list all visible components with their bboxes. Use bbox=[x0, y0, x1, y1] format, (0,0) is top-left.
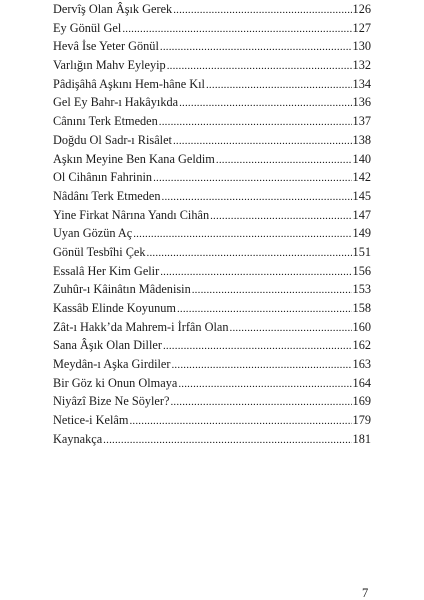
toc-entry-page: 132 bbox=[352, 58, 371, 73]
toc-dot-leader bbox=[177, 300, 352, 318]
toc-dot-leader bbox=[230, 319, 352, 337]
toc-entry bbox=[53, 112, 371, 131]
toc-entry-title: Zuhûr-ı Kâinâtın Mâdenisin bbox=[53, 282, 191, 297]
toc-entry bbox=[53, 262, 371, 281]
toc-dot-leader bbox=[103, 431, 351, 449]
page-number: 7 bbox=[362, 586, 369, 600]
toc-entry-page: 179 bbox=[352, 413, 371, 428]
toc-entry bbox=[53, 318, 371, 337]
toc-entry-title: Bir Göz ki Onun Olmaya bbox=[53, 375, 178, 390]
toc-dot-leader bbox=[160, 263, 351, 281]
toc-entry-page: 169 bbox=[352, 394, 371, 409]
toc-entry-title: Dervîş Olan Âşık Gerek bbox=[53, 2, 173, 16]
toc-entry-page: 162 bbox=[352, 338, 371, 353]
toc-entry-page: 140 bbox=[352, 151, 371, 166]
toc-dot-leader bbox=[162, 188, 352, 206]
toc-entry bbox=[53, 19, 371, 38]
toc-entry-title: Pâdişâhâ Aşkını Hem-hâne Kıl bbox=[53, 76, 205, 91]
toc-entry-title: Gönül Tesbîhi Çek bbox=[53, 244, 146, 259]
toc-dot-leader bbox=[153, 169, 351, 187]
toc-dot-leader bbox=[173, 1, 351, 19]
toc-dot-leader bbox=[170, 393, 351, 411]
toc-entry-page: 137 bbox=[352, 114, 371, 129]
toc-entry-title: Meydân-ı Aşka Girdiler bbox=[53, 357, 171, 372]
toc-entry-title: Hevâ İse Yeter Gönül bbox=[53, 39, 159, 54]
toc-entry bbox=[53, 75, 371, 94]
toc-entry-title: Ey Gönül Gel bbox=[53, 20, 122, 35]
toc-entry-page: 164 bbox=[352, 375, 371, 390]
toc-entry bbox=[53, 93, 371, 112]
toc-dot-leader bbox=[216, 151, 352, 169]
toc-entry-title: Cânını Terk Etmeden bbox=[53, 114, 158, 129]
toc-entry-page: 134 bbox=[352, 76, 371, 91]
toc-dot-leader bbox=[129, 412, 351, 430]
toc-entry-page: 130 bbox=[352, 39, 371, 54]
toc-entry-page: 156 bbox=[352, 263, 371, 278]
toc-dot-leader bbox=[163, 337, 352, 355]
toc-dot-leader bbox=[192, 281, 352, 299]
toc-entry bbox=[53, 187, 371, 206]
toc-entry-page: 147 bbox=[352, 207, 371, 222]
toc-entry-title: Essalâ Her Kim Gelir bbox=[53, 263, 160, 278]
toc-entry-page: 151 bbox=[352, 244, 371, 259]
toc-entry-page: 163 bbox=[352, 357, 371, 372]
toc-entry-title: Nâdânı Terk Etmeden bbox=[53, 188, 161, 203]
toc-entry bbox=[53, 355, 371, 374]
toc-entry-title: Niyâzî Bize Ne Söyler? bbox=[53, 394, 170, 409]
toc-entry-title: Ol Cihânın Fahrinin bbox=[53, 170, 153, 185]
toc-entry-title: Yine Firkat Nârına Yandı Cihân bbox=[53, 207, 210, 222]
toc-entry bbox=[53, 392, 371, 411]
toc-entry-page: 127 bbox=[352, 20, 371, 35]
toc-entry bbox=[53, 206, 371, 225]
toc-dot-leader bbox=[167, 57, 352, 75]
toc-entry-title: Doğdu Ol Sadr-ı Risâlet bbox=[53, 132, 172, 147]
toc-entry-page: 181 bbox=[352, 431, 371, 446]
toc-entry bbox=[53, 411, 371, 430]
toc-dot-leader bbox=[206, 76, 352, 94]
toc-entry-page: 153 bbox=[352, 282, 371, 297]
toc-entry-page: 142 bbox=[352, 170, 371, 185]
toc-entry-title: Varlığın Mahv Eyleyip bbox=[53, 58, 166, 73]
toc-entry bbox=[53, 224, 371, 243]
toc-entry-page: 160 bbox=[352, 319, 371, 334]
toc-entry-page: 136 bbox=[352, 95, 371, 110]
toc-entry-title: Aşkın Meyine Ben Kana Geldim bbox=[53, 151, 215, 166]
toc-dot-leader bbox=[171, 356, 351, 374]
toc-entry bbox=[53, 243, 371, 262]
toc-entry bbox=[53, 280, 371, 299]
toc-entry-page: 158 bbox=[352, 301, 371, 315]
toc-entry bbox=[53, 168, 371, 187]
toc-dot-leader bbox=[159, 113, 352, 131]
toc-entry-title: Gel Ey Bahr-ı Hakâyıkda bbox=[53, 95, 179, 110]
toc-entry bbox=[53, 374, 371, 393]
toc-dot-leader bbox=[210, 207, 351, 225]
toc-entry bbox=[53, 131, 371, 150]
toc-dot-leader bbox=[178, 375, 351, 393]
toc-entry bbox=[53, 56, 371, 75]
toc-entry bbox=[53, 299, 371, 318]
toc-entry bbox=[53, 37, 371, 56]
toc-entry-title: Netice-i Kelâm bbox=[53, 413, 129, 428]
toc-dot-leader bbox=[133, 225, 351, 243]
toc-dot-leader bbox=[147, 244, 352, 262]
toc-entry bbox=[53, 430, 371, 449]
toc-entry bbox=[53, 336, 371, 355]
toc-dot-leader bbox=[173, 132, 352, 150]
toc-entry-title: Kaynakça bbox=[53, 431, 103, 446]
toc-entry-page: 145 bbox=[352, 188, 371, 203]
toc-entry bbox=[53, 150, 371, 169]
toc-dot-leader bbox=[160, 38, 352, 56]
toc-entry-page: 149 bbox=[352, 226, 371, 241]
toc-dot-leader bbox=[122, 20, 351, 38]
toc-entry-title: Kassâb Elinde Koyunum bbox=[53, 301, 176, 315]
toc-dot-leader bbox=[179, 94, 351, 112]
toc-entry-title: Uyan Gözün Aç bbox=[53, 226, 133, 241]
toc-entry-title: Zât-ı Hakk’da Mahrem-i İrfân Olan bbox=[53, 319, 229, 334]
toc-entry-title: Sana Âşık Olan Diller bbox=[53, 338, 162, 353]
table-of-contents bbox=[53, 0, 371, 449]
toc-entry-page: 138 bbox=[352, 132, 371, 147]
toc-entry bbox=[53, 0, 371, 19]
toc-entry-page: 126 bbox=[352, 2, 371, 16]
